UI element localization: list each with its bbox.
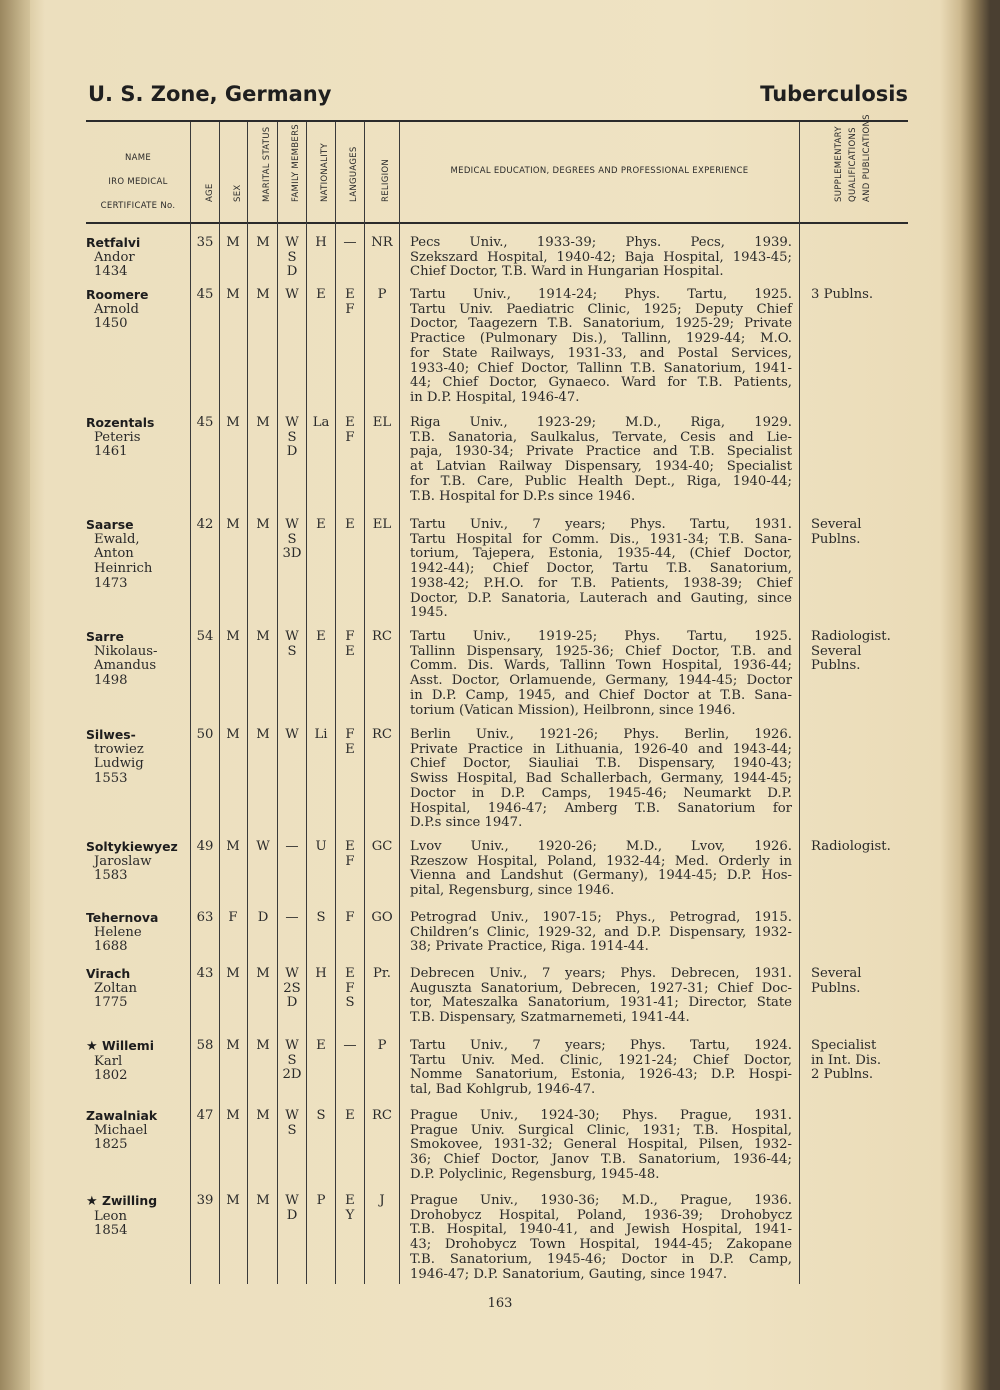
religion-cell: RC	[371, 1108, 393, 1123]
name-cell: Silwes- trowiez Ludwig 1553	[86, 727, 144, 787]
marital-cell: M	[256, 1038, 270, 1053]
age-cell: 58	[196, 1038, 214, 1053]
age-cell: 50	[196, 727, 214, 742]
surname: Silwes-	[86, 727, 136, 742]
surname: Virach	[86, 966, 131, 981]
nationality-cell: E	[316, 517, 326, 532]
languages-cell: F E	[345, 629, 355, 659]
age-cell: 63	[196, 910, 214, 925]
surname: Tehernova	[86, 910, 159, 925]
age-cell: 35	[196, 235, 214, 250]
experience-cell: Riga Univ., 1923-29; M.D., Riga, 1929. T.B. Sanatoria, Saulkalus, Tervate, Cesis and Lie- paja, 1930-34; Private Practice and T.B. Specialist at Latvian Railway Dispensary, 1934-40; Specialist for T.B. Care, Public Health Dept., Riga, 1940-44; T.B. Hospital for D.P.s since 1946.	[410, 415, 792, 504]
column-header-religion: RELIGION	[381, 158, 391, 202]
sex-cell: M	[226, 1193, 240, 1208]
family-cell: W S D	[285, 235, 299, 280]
surname: Sarre	[86, 629, 124, 644]
sex-cell: M	[226, 1108, 240, 1123]
languages-cell: E	[345, 1108, 355, 1123]
name-cell: Saarse Ewald, Anton Heinrich 1473	[86, 517, 153, 591]
family-cell: —	[285, 910, 299, 925]
religion-cell: RC	[371, 727, 393, 742]
page-number: 163	[487, 1296, 513, 1311]
languages-cell: E F	[345, 287, 355, 317]
sex-cell: M	[226, 415, 240, 430]
experience-cell: Tartu Univ., 7 years; Phys. Tartu, 1931. Tartu Hospital for Comm. Dis., 1931-34; T.B. Sana- torium, Tajepera, Estonia, 1935-44, (Chief Doctor, 1942-44); Chief Doctor, Tartu T.B. Sanatorium, 1938-42; P.H.O. for T.B. Patients, 1938-39; Chief Doctor, D.P. Sanatoria, Lauterach and Gauting, since 1945.	[410, 517, 792, 621]
languages-cell: F E	[345, 727, 355, 757]
age-cell: 43	[196, 966, 214, 981]
family-cell: W S 2D	[282, 1038, 302, 1083]
sex-cell: M	[226, 517, 240, 532]
marital-cell: M	[256, 966, 270, 981]
nationality-cell: E	[316, 1038, 326, 1053]
sex-cell: M	[226, 1038, 240, 1053]
page-binding-shadow	[0, 0, 30, 1390]
nationality-cell: P	[316, 1193, 326, 1208]
supplementary-cell: Several Publns.	[811, 966, 862, 996]
surname: Saarse	[86, 517, 134, 532]
marital-cell: M	[256, 517, 270, 532]
name-cell: ★ Willemi Karl 1802	[86, 1038, 154, 1084]
marital-cell: M	[256, 629, 270, 644]
experience-cell: Debrecen Univ., 7 years; Phys. Debrecen, 1931. Auguszta Sanatorium, Debrecen, 1927-31; Chief Doc- tor, Mateszalka Sanatorium, 1931-41; Director, State T.B. Dispensary, Szatmarnemeti, 1941-44.	[410, 966, 792, 1026]
family-cell: W D	[285, 1193, 299, 1223]
sex-cell: M	[226, 235, 240, 250]
marital-cell: D	[257, 910, 269, 925]
nationality-cell: E	[316, 629, 326, 644]
column-header-age: AGE	[205, 183, 215, 202]
age-cell: 45	[196, 287, 214, 302]
age-cell: 39	[196, 1193, 214, 1208]
experience-cell: Tartu Univ., 7 years; Phys. Tartu, 1924. Tartu Univ. Med. Clinic, 1921-24; Chief Doctor, Nomme Sanatorium, Estonia, 1926-43; D.P. Hospi- tal, Bad Kohlgrub, 1946-47.	[410, 1038, 792, 1098]
sex-cell: M	[226, 287, 240, 302]
family-cell: W	[285, 727, 299, 742]
column-header-experience: MEDICAL EDUCATION, DEGREES AND PROFESSIONAL EXPERIENCE	[450, 166, 749, 176]
family-cell: W	[285, 287, 299, 302]
supplementary-cell: Radiologist.	[811, 839, 891, 854]
marital-cell: M	[256, 415, 270, 430]
nationality-cell: H	[315, 966, 327, 981]
nationality-cell: E	[316, 287, 326, 302]
nationality-cell: U	[315, 839, 327, 854]
experience-cell: Tartu Univ., 1914-24; Phys. Tartu, 1925. Tartu Univ. Paediatric Clinic, 1925; Deputy Chief Doctor, Taagezern T.B. Sanatorium, 1925-29; Private Practice (Pulmonary Dis.), Tallinn, 1929-44; M.O. for State Railways, 1931-33, and Postal Services, 1933-40; Chief Doctor, Tallinn T.B. Sanatorium, 1941- 44; Chief Doctor, Gynaeco. Ward for T.B. Patients, in D.P. Hospital, 1946-47.	[410, 287, 792, 405]
name-cell: Zawalniak Michael 1825	[86, 1108, 158, 1153]
languages-cell: —	[343, 1038, 357, 1053]
nationality-cell: H	[315, 235, 327, 250]
religion-cell: P	[377, 1038, 387, 1053]
name-cell: Sarre Nikolaus- Amandus 1498	[86, 629, 158, 689]
religion-cell: EL	[372, 517, 392, 532]
header-bottom-rule	[86, 222, 908, 224]
experience-cell: Tartu Univ., 1919-25; Phys. Tartu, 1925. Tallinn Dispensary, 1925-36; Chief Doctor, T.B. and Comm. Dis. Wards, Tallinn Town Hospital, 1936-44; Asst. Doctor, Orlamuende, Germany, 1944-45; Doctor in D.P. Camp, 1945, and Chief Doctor at T.B. Sana- torium (Vatican Mission), Heilbronn, since 1946.	[410, 629, 792, 718]
star-icon: ★	[86, 1194, 98, 1209]
languages-cell: F	[345, 910, 355, 925]
surname: Zwilling	[101, 1193, 158, 1208]
column-header-marital: MARITAL STATUS	[262, 126, 272, 202]
languages-cell: —	[343, 235, 357, 250]
marital-cell: M	[256, 1108, 270, 1123]
experience-cell: Prague Univ., 1930-36; M.D., Prague, 1936. Drohobycz Hospital, Poland, 1936-39; Drohobycz T.B. Hospital, 1940-41, and Jewish Hospital, 1941- 43; Drohobycz Town Hospital, 1944-45; Zakopane T.B. Sanatorium, 1945-46; Doctor in D.P. Camp, 1946-47; D.P. Sanatorium, Gauting, since 1947.	[410, 1193, 792, 1282]
age-cell: 42	[196, 517, 214, 532]
religion-cell: NR	[371, 235, 393, 250]
age-cell: 47	[196, 1108, 214, 1123]
sex-cell: M	[226, 629, 240, 644]
nationality-cell: La	[312, 415, 330, 430]
languages-cell: E F	[345, 415, 355, 445]
family-cell: W S	[285, 1108, 299, 1138]
family-cell: W S 3D	[282, 517, 302, 562]
experience-cell: Pecs Univ., 1933-39; Phys. Pecs, 1939. Szekszard Hospital, 1940-42; Baja Hospital, 1943-45; Chief Doctor, T.B. Ward in Hungarian Hospital.	[410, 235, 792, 280]
nationality-cell: Li	[314, 727, 328, 742]
column-divider	[799, 122, 800, 1284]
column-header-name: NAME IRO MEDICAL CERTIFICATE No.	[100, 153, 176, 211]
column-header-family: FAMILY MEMBERS	[291, 123, 301, 202]
name-cell: Soltykiewyez Jaroslaw 1583	[86, 839, 178, 884]
column-header-nationality: NATIONALITY	[320, 142, 330, 202]
religion-cell: J	[379, 1193, 385, 1208]
religion-cell: Pr.	[373, 966, 391, 981]
religion-cell: GO	[371, 910, 393, 925]
name-cell: Rozentals Peteris 1461	[86, 415, 155, 460]
star-icon: ★	[86, 1039, 98, 1054]
supplementary-cell: Specialist in Int. Dis. 2 Publns.	[811, 1038, 882, 1083]
column-header-supplementary: SUPPLEMENTARY QUALIFICATIONS AND PUBLICATIONS	[834, 114, 872, 202]
sex-cell: M	[226, 727, 240, 742]
supplementary-cell: Radiologist. Several Publns.	[811, 629, 891, 674]
supplementary-cell: 3 Publns.	[811, 287, 874, 302]
column-header-languages: LANGUAGES	[349, 146, 359, 202]
family-cell: —	[285, 839, 299, 854]
religion-cell: RC	[371, 629, 393, 644]
age-cell: 54	[196, 629, 214, 644]
experience-cell: Berlin Univ., 1921-26; Phys. Berlin, 1926. Private Practice in Lithuania, 1926-40 and 1943-44; Chief Doctor, Siauliai T.B. Dispensary, 1940-43; Swiss Hospital, Bad Schallerbach, Germany, 1944-45; Doctor in D.P. Camps, 1945-46; Neumarkt D.P. Hospital, 1946-47; Amberg T.B. Sanatorium for D.P.s since 1947.	[410, 727, 792, 831]
supplementary-cell: Several Publns.	[811, 517, 862, 547]
sex-cell: M	[226, 966, 240, 981]
religion-cell: P	[377, 287, 387, 302]
languages-cell: E F	[345, 839, 355, 869]
column-header-sex: SEX	[233, 184, 243, 202]
nationality-cell: S	[316, 1108, 326, 1123]
surname: Willemi	[101, 1038, 154, 1053]
age-cell: 45	[196, 415, 214, 430]
experience-cell: Lvov Univ., 1920-26; M.D., Lvov, 1926. Rzeszow Hospital, Poland, 1932-44; Med. Orderly in Vienna and Landshut (Germany), 1944-45; D.P. Hos- pital, Regensburg, since 1946.	[410, 839, 792, 899]
marital-cell: W	[256, 839, 270, 854]
religion-cell: GC	[371, 839, 393, 854]
name-cell: Roomere Arnold 1450	[86, 287, 149, 332]
column-divider	[399, 122, 400, 1284]
experience-cell: Petrograd Univ., 1907-15; Phys., Petrograd, 1915. Children’s Clinic, 1929-32, and D.P. Dispensary, 1932- 38; Private Practice, Riga. 1914-44.	[410, 910, 792, 955]
name-cell: Tehernova Helene 1688	[86, 910, 159, 955]
marital-cell: M	[256, 287, 270, 302]
marital-cell: M	[256, 1193, 270, 1208]
surname: Retfalvi	[86, 235, 141, 250]
languages-cell: E F S	[345, 966, 355, 1011]
running-head-left: U. S. Zone, Germany	[88, 82, 332, 106]
name-cell: ★ Zwilling Leon 1854	[86, 1193, 158, 1239]
marital-cell: M	[256, 727, 270, 742]
marital-cell: M	[256, 235, 270, 250]
experience-cell: Prague Univ., 1924-30; Phys. Prague, 1931. Prague Univ. Surgical Clinic, 1931; T.B. Hospital, Smokovee, 1931-32; General Hospital, Pilsen, 1932- 36; Chief Doctor, Janov T.B. Sanatorium, 1936-44; D.P. Polyclinic, Regensburg, 1945-48.	[410, 1108, 792, 1182]
family-cell: W 2S D	[283, 966, 301, 1011]
sex-cell: F	[228, 910, 238, 925]
surname: Soltykiewyez	[86, 839, 178, 854]
name-cell: Retfalvi Andor 1434	[86, 235, 141, 280]
sex-cell: M	[226, 839, 240, 854]
surname: Rozentals	[86, 415, 155, 430]
header-top-rule	[86, 120, 908, 122]
name-cell: Virach Zoltan 1775	[86, 966, 137, 1011]
running-head-right: Tuberculosis	[760, 82, 908, 106]
surname: Zawalniak	[86, 1108, 158, 1123]
surname: Roomere	[86, 287, 149, 302]
languages-cell: E Y	[345, 1193, 355, 1223]
languages-cell: E	[345, 517, 355, 532]
age-cell: 49	[196, 839, 214, 854]
family-cell: W S	[285, 629, 299, 659]
column-divider	[247, 122, 248, 1284]
religion-cell: EL	[372, 415, 392, 430]
family-cell: W S D	[285, 415, 299, 460]
nationality-cell: S	[316, 910, 326, 925]
